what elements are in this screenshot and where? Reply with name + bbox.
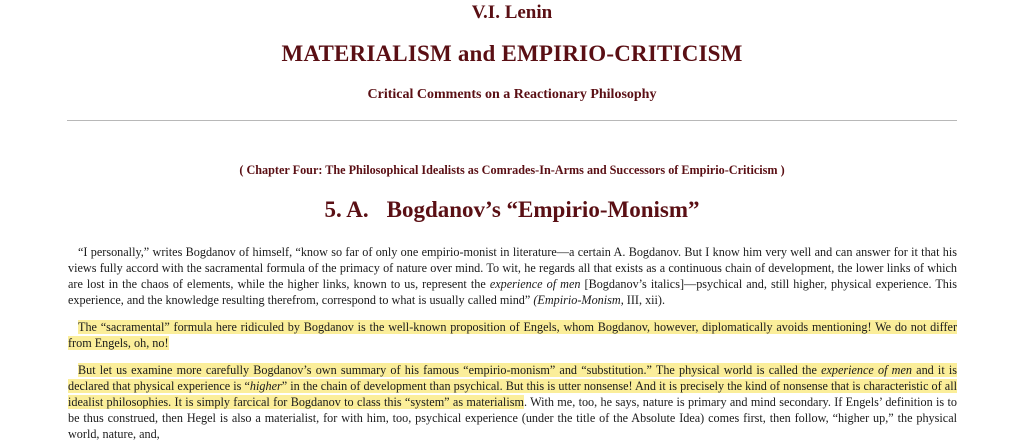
section-number: 5. A. bbox=[324, 197, 369, 222]
section-title: Bogdanov’s “Empirio-Monism” bbox=[386, 197, 700, 222]
paragraph-1 bbox=[68, 244, 957, 308]
header-divider bbox=[67, 120, 957, 121]
p1-italic-b: experience of men bbox=[489, 277, 581, 291]
p2-highlighted-text: The “sacramental” formula here ridiculed by Bogdanov is the well-known proposition of Engels, whom Bogdanov, however, diplomatically avoids mentioning! We do not differ from Engels, oh, no! bbox=[68, 320, 957, 350]
p1-text-e: III, xii). bbox=[623, 293, 666, 307]
p1-text-a: “I personally,” writes Bogdanov of himself, “know so far of only one empirio-monist in literature—a certain A. Bogdanov. But I know him very well and can answer for it that his views fully accord with the sacramental formula of the primacy of nature over mind. To wit, he regards all that exists as a continuous chain of development, the lower links of which are lost in the chaos of elements, while the higher links, known to us, represent the bbox=[68, 245, 957, 291]
book-subtitle: Critical Comments on a Reactionary Philosophy bbox=[367, 87, 657, 102]
p3-highlight-italic-d: higher bbox=[249, 379, 282, 393]
p3-text-f: . With me, too, he says, nature is primary and mind secondary. If Engels’ definition is to be thus construed, then Hegel is also a materialist, for with him, too, psychical experience (under the title of the Absolute Idea) comes first, then follow, “higher up,” the physical world, nature, and, bbox=[68, 395, 957, 441]
p3-highlight-italic-b: experience of men bbox=[821, 363, 912, 377]
book-title: MATERIALISM and EMPIRIO-CRITICISM bbox=[281, 41, 743, 66]
paragraph-3 bbox=[68, 362, 957, 442]
chapter-heading bbox=[0, 163, 1024, 178]
p3-highlight-e: ” in the chain of development than psychical. But this is utter nonsense! And it is precisely the kind of nonsense that is characteristic of all idealist philosophies. It is simply farcical for Bogdanov to class this “system” as materialism bbox=[68, 379, 957, 409]
p3-highlight-a: But let us examine more carefully Bogdanov’s own summary of his famous “empirio-monism” and “substitution.” The physical world is called the bbox=[78, 363, 822, 377]
section-heading bbox=[0, 197, 1024, 223]
p1-text-c: [Bogdanov’s italics]—psychical and, still higher, physical experience. This experience, and the knowledge resulting therefrom, correspond to what is usually called mind” bbox=[68, 277, 958, 307]
chapter-paren-close: ) bbox=[777, 163, 785, 177]
author-name: V.I. Lenin bbox=[471, 2, 553, 23]
p1-italic-d: (Empirio-Monism, bbox=[533, 293, 624, 307]
p3-highlight-c: and it is declared that physical experience is “ bbox=[68, 363, 958, 393]
paragraph-2 bbox=[68, 319, 957, 351]
chapter-label: Chapter Four: The Philosophical Idealists as Comrades-In-Arms and Successors of Empirio-Criticism bbox=[246, 163, 778, 177]
chapter-paren-open: ( bbox=[239, 163, 247, 177]
